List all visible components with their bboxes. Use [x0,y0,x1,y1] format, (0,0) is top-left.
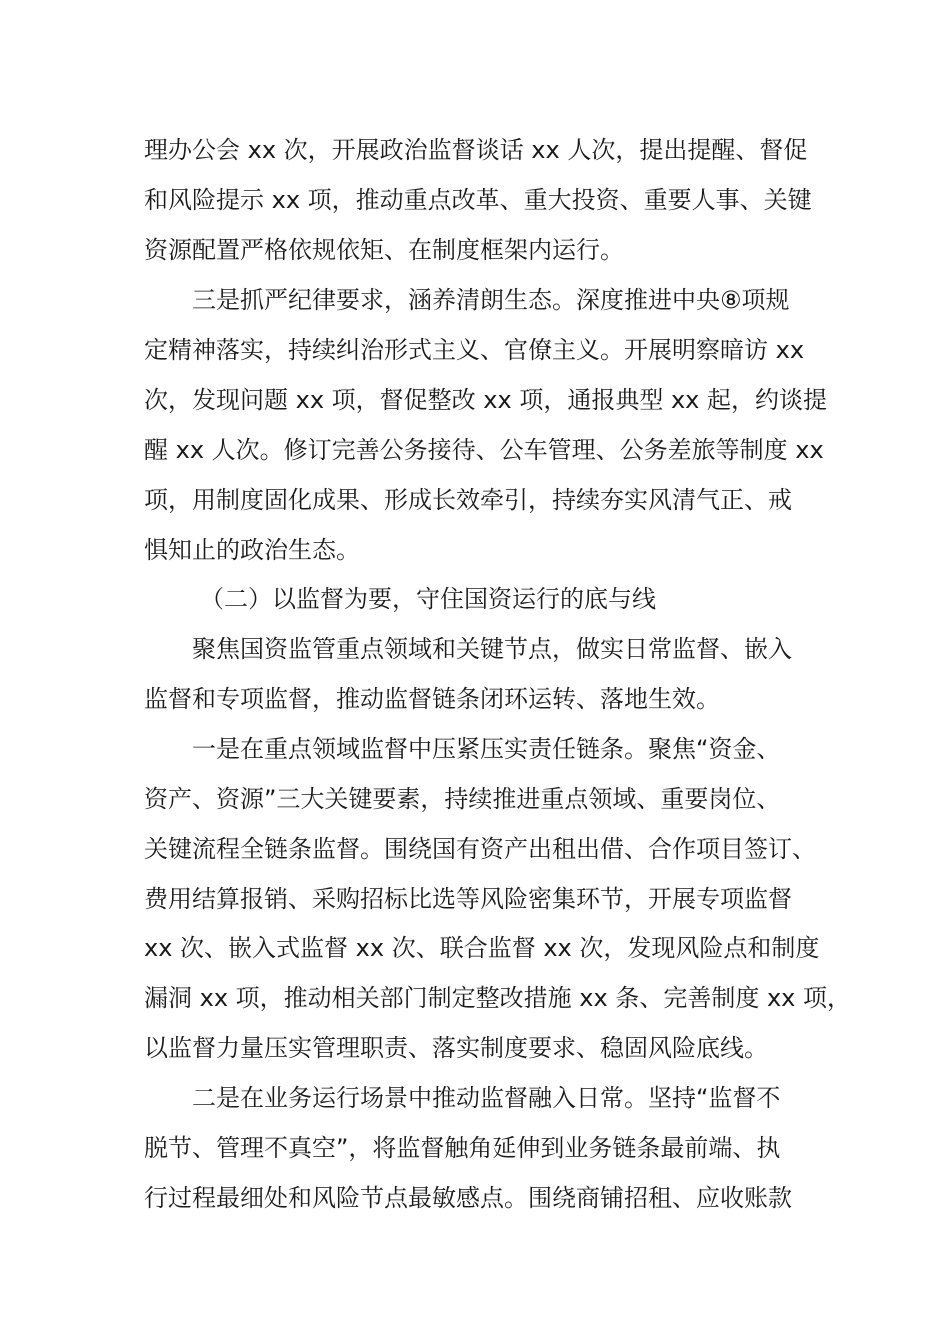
text-line: 资产、资源”三大关键要素，持续推进重点领域、重要岗位、 [144,785,781,813]
section-heading: （二）以监督为要，守住国资运行的底与线 [200,585,656,613]
text-line: 行过程最细处和风险节点最敏感点。围绕商铺招租、应收账款 [144,1184,792,1212]
text-line: 资源配置严格依规依矩、在制度框架内运行。 [144,236,624,264]
text-line: 理办公会 xx 次，开展政治监督谈话 xx 人次，提出提醒、督促 [144,136,808,164]
text-line: 定精神落实，持续纠治形式主义、官僚主义。开展明察暗访 xx [144,336,805,364]
text-line: 醒 xx 人次。修订完善公务接待、公车管理、公务差旅等制度 xx [144,436,824,464]
paragraph-start-line: 聚焦国资监管重点领域和关键节点，做实日常监督、嵌入 [192,635,792,663]
text-line: 以监督力量压实管理职责、落实制度要求、稳固风险底线。 [144,1034,768,1062]
text-line: 惧知止的政治生态。 [144,536,360,564]
text-line: 和风险提示 xx 项，推动重点改革、重大投资、重要人事、关键 [144,186,812,214]
text-line: 次，发现问题 xx 项，督促整改 xx 项，通报典型 xx 起，约谈提 [144,386,827,414]
text-line: xx 次、嵌入式监督 xx 次、联合监督 xx 次，发现风险点和制度 [144,934,820,962]
text-line: 项，用制度固化成果、形成长效牵引，持续夯实风清气正、戒 [144,486,792,514]
text-line: 费用结算报销、采购招标比选等风险密集环节，开展专项监督 [144,885,792,913]
paragraph-start-line: 一是在重点领域监督中压紧压实责任链条。聚焦“资金、 [192,735,781,763]
text-line: 监督和专项监督，推动监督链条闭环运转、落地生效。 [144,685,720,713]
paragraph-start-line: 二是在业务运行场景中推动监督融入日常。坚持“监督不 [192,1084,781,1112]
text-line: 关键流程全链条监督。围绕国有资产出租出借、合作项目签订、 [144,835,816,863]
paragraph-start-line: 三是抓严纪律要求，涵养清朗生态。深度推进中央⑧项规 [192,286,790,314]
text-line: 脱节、管理不真空”，将监督触角延伸到业务链条最前端、执 [144,1134,781,1162]
text-line: 漏洞 xx 项，推动相关部门制定整改措施 xx 条、完善制度 xx 项， [144,984,851,1012]
